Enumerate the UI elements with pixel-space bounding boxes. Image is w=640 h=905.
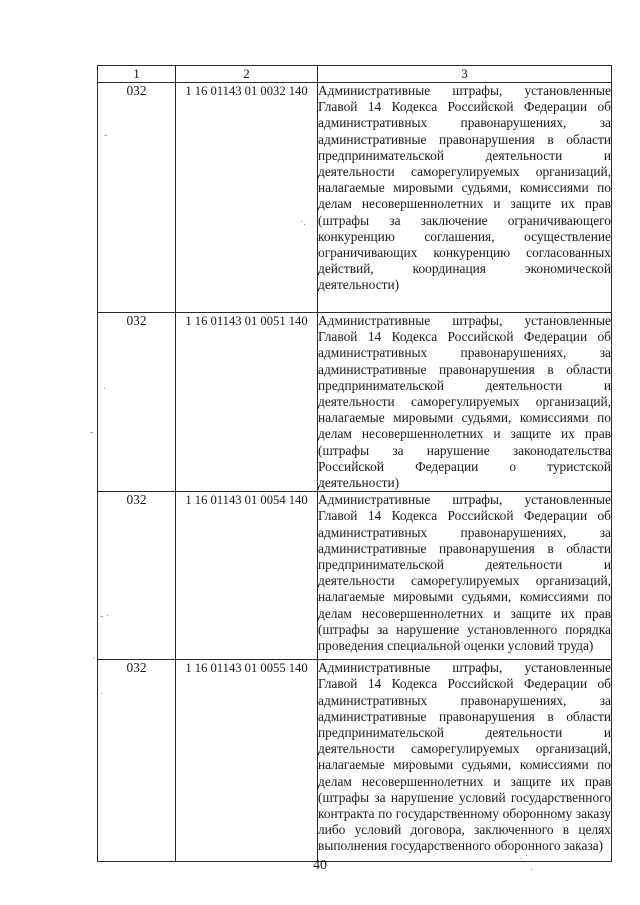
scan-speck: · — [530, 865, 534, 876]
table-header-row — [98, 66, 612, 83]
kbk-code-cell: 1 16 01143 01 0055 140 — [176, 660, 318, 862]
kbk-code-cell: 1 16 01143 01 0054 140 — [176, 492, 318, 660]
budget-codes-table — [97, 65, 612, 862]
scan-speck: - · — [100, 611, 110, 622]
scan-speck: - — [90, 427, 94, 438]
page-number: 40 — [313, 858, 327, 873]
kbk-code-cell: 1 16 01143 01 0051 140 — [176, 313, 318, 492]
header-col-2: 2 — [176, 66, 318, 83]
table-row — [98, 492, 612, 660]
description-cell: Административные штрафы, установленные Главой 14 Кодекса Российской Федерации об административных правонарушениях, за административные правонарушения в области предпринимательской деятельности и деятельности саморегулируемых организаций, налагаемые мировыми судьями, комиссиями по делам несовершеннолетних и защите их прав (штрафы за нарушение условий государственного контракта по государственному оборонному заказу либо условий договора, заключенного в целях выполнения государственного оборонного заказа) — [318, 660, 612, 862]
table-row — [98, 83, 612, 313]
admin-code-cell: 032 — [98, 660, 176, 862]
kbk-code-cell: 1 16 01143 01 0032 140 — [176, 83, 318, 313]
scan-speck: · — [103, 384, 107, 395]
admin-code-cell: 032 — [98, 492, 176, 660]
description-cell: Административные штрафы, установленные Главой 14 Кодекса Российской Федерации об административных правонарушениях, за административные правонарушения в области предпринимательской деятельности и деятельности саморегулируемых организаций, налагаемые мировыми судьями, комиссиями по делам несовершеннолетних и защите их прав (штрафы за нарушение установленного порядка проведения специальной оценки условий труда) — [318, 492, 612, 660]
header-col-3: 3 — [318, 66, 612, 83]
table-row — [98, 660, 612, 862]
admin-code-cell: 032 — [98, 313, 176, 492]
scan-speck: · — [92, 654, 96, 665]
table-row — [98, 313, 612, 492]
scan-speck: · — [100, 689, 104, 700]
admin-code-cell: 032 — [98, 83, 176, 313]
scan-speck: ·. — [300, 217, 306, 228]
scan-speck: . · — [520, 851, 529, 862]
header-col-1: 1 — [98, 66, 176, 83]
description-cell: Административные штрафы, установленные Главой 14 Кодекса Российской Федерации об административных правонарушениях, за административные правонарушения в области предпринимательской деятельности и деятельности саморегулируемых организаций, налагаемые мировыми судьями, комиссиями по делам несовершеннолетних и защите их прав (штрафы за нарушение законодательства Российской Федерации о туристской деятельности) — [318, 313, 611, 491]
scan-speck: - — [104, 130, 108, 141]
description-cell: Административные штрафы, установленные Главой 14 Кодекса Российской Федерации об административных правонарушениях, за административные правонарушения в области предпринимательской деятельности и деятельности саморегулируемых организаций, налагаемые мировыми судьями, комиссиями по делам несовершеннолетних и защите их прав (штрафы за заключение ограничивающего конкуренцию соглашения, осуществление ограничивающих конкуренцию согласованных действий, координация экономической деятельности) — [318, 83, 612, 313]
